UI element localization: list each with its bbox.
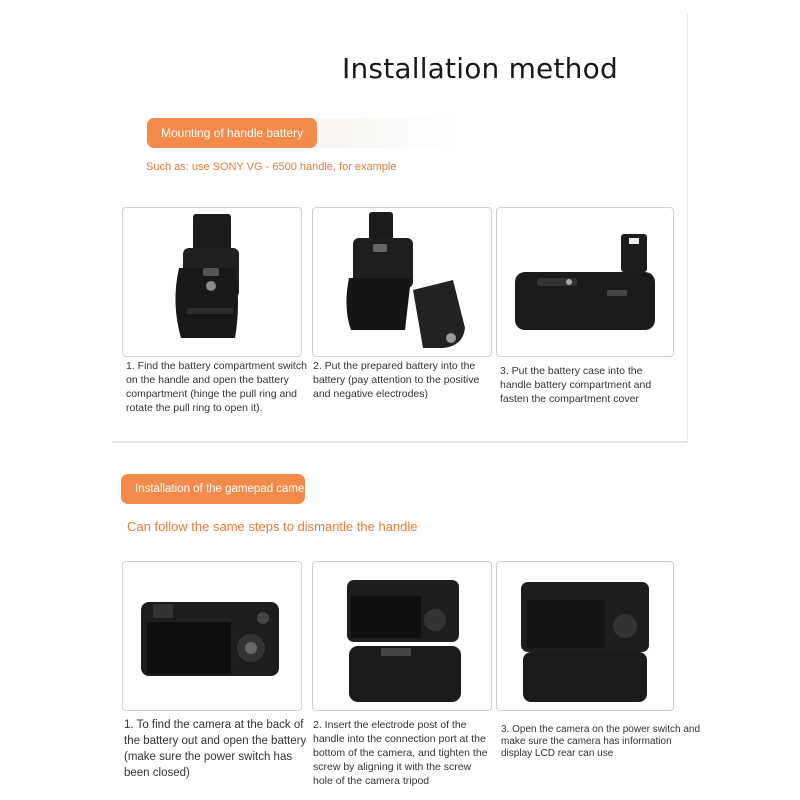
step-image-insert-battery	[312, 207, 492, 357]
step-image-attach-grip	[312, 561, 492, 711]
page-title: Installation method	[342, 52, 618, 85]
section-subtitle-mounting: Such as: use SONY VG - 6500 handle, for example	[146, 161, 397, 173]
vertical-divider	[687, 14, 688, 442]
step-caption: 3. Put the battery case into the handle battery compartment and fasten the compartment cover	[500, 365, 652, 405]
step-image-remove-battery	[122, 561, 302, 711]
step-caption: 1. Find the battery compartment switch on the handle and open the battery compartment (hinge the pull ring and rotate the pull ring to open it).	[126, 360, 307, 414]
step-caption: 2. Put the prepared battery into the battery (pay attention to the positive and negative electrodes)	[313, 360, 480, 400]
section-label-installation: Installation of the gamepad camera	[121, 474, 305, 504]
label-fade	[300, 118, 460, 148]
section-divider	[112, 441, 688, 443]
step-caption: 2. Insert the electrode post of the handle into the connection port at the bottom of the camera, and tighten the screw by aligning it with the screw hole of the camera tripod	[313, 719, 488, 787]
step-caption: 1. To find the camera at the back of the battery out and open the battery (make sure the power switch has been closed)	[124, 719, 307, 779]
section-subtitle-installation: Can follow the same steps to dismantle the handle	[127, 519, 418, 534]
step-image-power-on	[496, 561, 674, 711]
step-image-close-cover	[496, 207, 674, 357]
section-label-mounting: Mounting of handle battery	[147, 118, 317, 148]
step-caption: 3. Open the camera on the power switch and make sure the camera has information display LCD rear can use	[501, 724, 701, 759]
step-image-open-compartment	[122, 207, 302, 357]
